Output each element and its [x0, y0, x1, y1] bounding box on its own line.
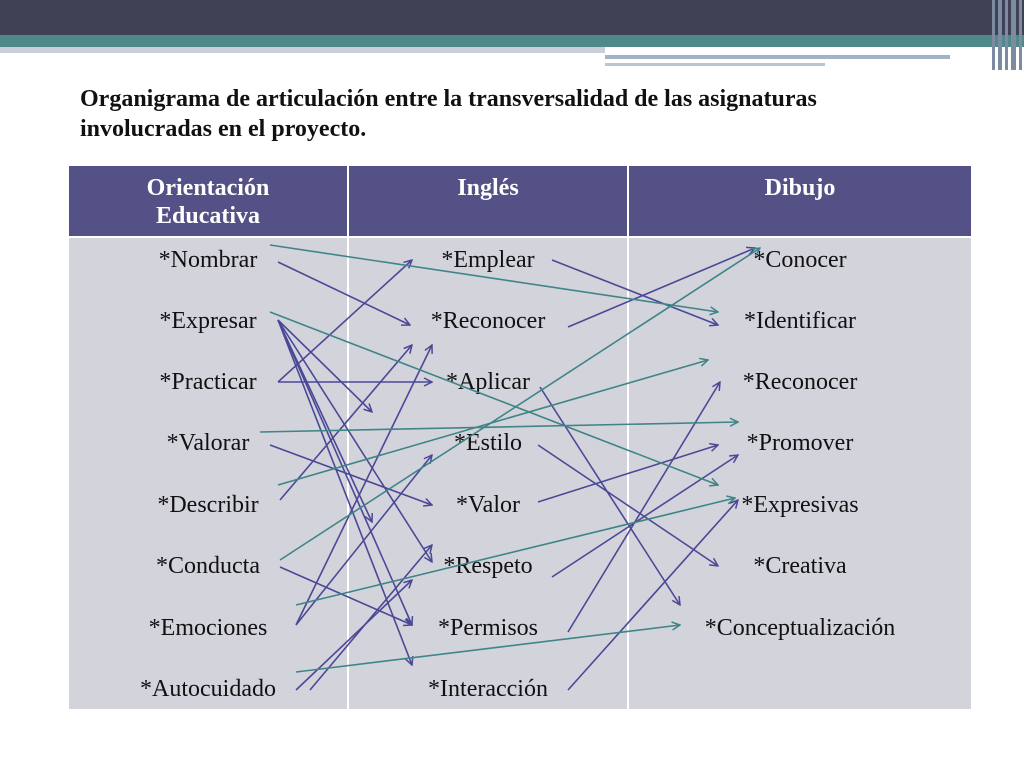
item-dibujo: *Expresivas — [741, 492, 859, 518]
connector-arrow — [270, 312, 718, 485]
connector-arrow — [296, 625, 680, 672]
item-ingles: *Aplicar — [446, 369, 530, 395]
item-ingles: *Permisos — [437, 615, 539, 641]
item-orientacion: *Nombrar — [158, 247, 258, 273]
item-dibujo: *Conocer — [753, 247, 847, 273]
connector-arrow — [280, 248, 760, 560]
connector-arrow — [540, 387, 680, 605]
connector-arrow — [278, 320, 412, 665]
item-orientacion: *Conducta — [156, 553, 260, 579]
item-dibujo: *Reconocer — [742, 369, 858, 395]
item-ingles: *Interacción — [428, 676, 548, 702]
connector-arrow — [278, 262, 410, 325]
connector-arrow — [278, 260, 412, 382]
item-orientacion: *Practicar — [159, 369, 257, 395]
item-ingles: *Reconocer — [430, 308, 546, 334]
item-orientacion: *Valorar — [166, 430, 250, 456]
item-ingles: *Estilo — [453, 430, 523, 456]
connector-arrow — [260, 422, 738, 432]
item-dibujo: *Identificar — [744, 308, 856, 334]
item-orientacion: *Emociones — [148, 615, 268, 641]
connector-arrow — [296, 345, 432, 625]
item-orientacion: *Expresar — [159, 308, 257, 334]
connector-arrow — [552, 260, 718, 325]
item-dibujo: *Conceptualización — [704, 615, 896, 641]
connector-arrow — [538, 445, 718, 502]
connector-arrow — [538, 445, 718, 566]
header-label: Inglés — [457, 175, 519, 201]
item-dibujo: *Promover — [746, 430, 854, 456]
connector-arrow — [278, 320, 432, 562]
connector-arrow — [296, 580, 412, 690]
item-ingles: *Emplear — [441, 247, 535, 273]
header-label: Orientación Educativa — [146, 175, 270, 229]
item-ingles: *Valor — [456, 492, 520, 518]
item-orientacion: *Autocuidado — [140, 676, 276, 702]
connector-arrow — [568, 248, 755, 327]
header-label: Dibujo — [764, 175, 836, 201]
connector-arrow — [568, 500, 738, 690]
page-title: Organigrama de articulación entre la transversalidad de las asignaturas involucradas en el proyecto. — [80, 86, 817, 142]
item-orientacion: *Describir — [157, 492, 259, 518]
connector-arrow — [270, 445, 432, 505]
connector-arrow — [270, 245, 718, 312]
item-ingles: *Respeto — [443, 553, 533, 579]
item-dibujo: *Creativa — [753, 553, 847, 579]
